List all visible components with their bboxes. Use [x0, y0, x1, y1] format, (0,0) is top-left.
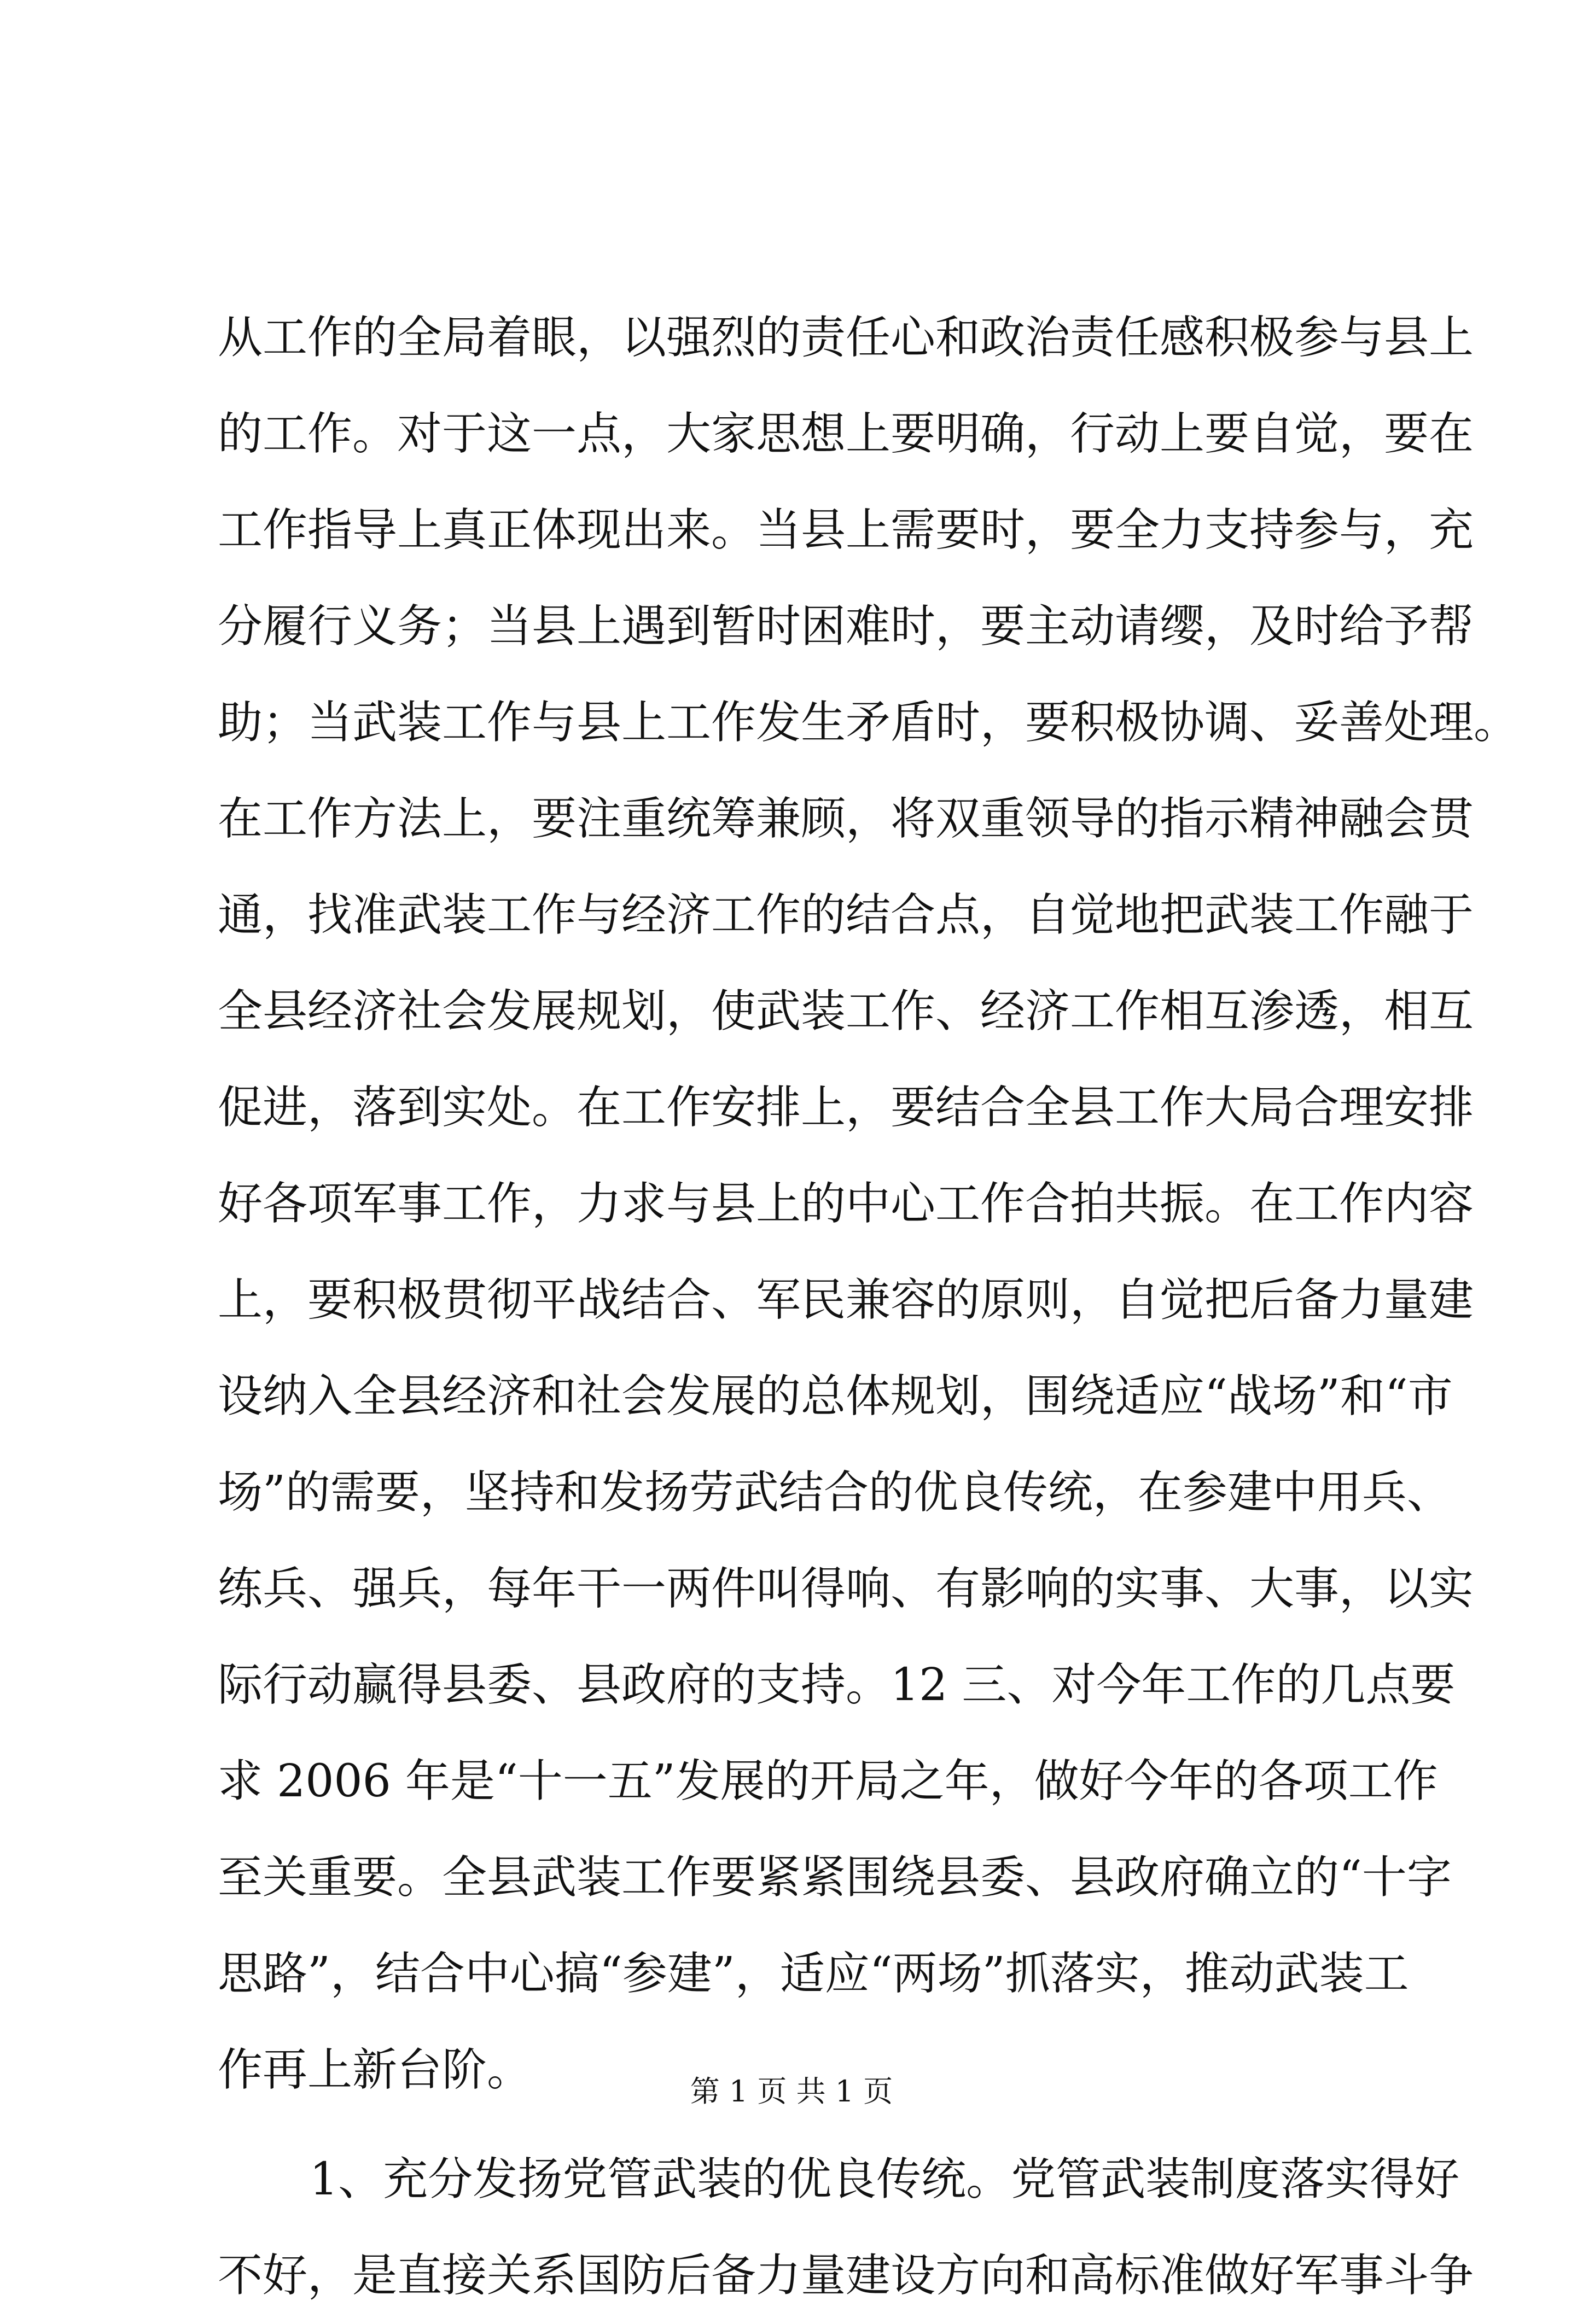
body-text	[218, 290, 1519, 2324]
paragraph-1	[218, 290, 1519, 2118]
text-line: 工作指导上真正体现出来。当县上需要时，要全力支持参与，充	[218, 504, 1474, 556]
text-line: 至关重要。全县武装工作要紧紧围绕县委、县政府确立的“十字	[218, 1852, 1452, 1903]
text-line: 设纳入全县经济和社会发展的总体规划，围绕适应“战场”和“市	[218, 1370, 1453, 1422]
text-line: 通，找准武装工作与经济工作的结合点，自觉地把武装工作融于	[218, 889, 1474, 941]
page-number: 第 1 页 共 1 页	[690, 2074, 893, 2109]
text-line: 在工作方法上，要注重统筹兼顾，将双重领导的指示精神融会贯	[218, 793, 1474, 845]
text-line: 际行动赢得县委、县政府的支持。12 三、对今年工作的几点要	[218, 1659, 1456, 1711]
paragraph-spacing	[218, 2118, 1383, 2132]
text-line: 求 2006 年是“十一五”发展的开局之年，做好今年的各项工作	[218, 1755, 1438, 1807]
text-line: 练兵、强兵，每年干一两件叫得响、有影响的实事、大事，以实	[218, 1563, 1474, 1615]
text-line: 不好，是直接关系国防后备力量建设方向和高标准做好军事斗争	[218, 2250, 1474, 2302]
paragraph-2	[218, 2132, 1474, 2324]
text-line: 助；当武装工作与县上工作发生矛盾时，要积极协调、妥善处理。	[218, 697, 1519, 749]
text-line: 的工作。对于这一点，大家思想上要明确，行动上要自觉，要在	[218, 408, 1474, 460]
text-line: 好各项军事工作，力求与县上的中心工作合拍共振。在工作内容	[218, 1178, 1474, 1230]
text-line: 分履行义务；当县上遇到暂时困难时，要主动请缨，及时给予帮	[218, 600, 1474, 652]
text-line: 上，要积极贯彻平战结合、军民兼容的原则，自觉把后备力量建	[218, 1274, 1474, 1326]
page-footer	[0, 2072, 1583, 2111]
text-line: 1、充分发扬党管武装的优良传统。党管武装制度落实得好	[310, 2153, 1460, 2205]
text-line: 作再上新台阶。	[218, 2044, 532, 2096]
text-line: 全县经济社会发展规划，使武装工作、经济工作相互渗透，相互	[218, 985, 1474, 1037]
text-line: 场”的需要，坚持和发扬劳武结合的优良传统，在参建中用兵、	[218, 1467, 1452, 1519]
text-line: 从工作的全局着眼，以强烈的责任心和政治责任感积极参与县上	[218, 312, 1474, 364]
text-line: 思路”，结合中心搞“参建”，适应“两场”抓落实，推动武装工	[218, 1948, 1409, 2000]
text-line: 促进，落到实处。在工作安排上，要结合全县工作大局合理安排	[218, 1082, 1474, 1134]
